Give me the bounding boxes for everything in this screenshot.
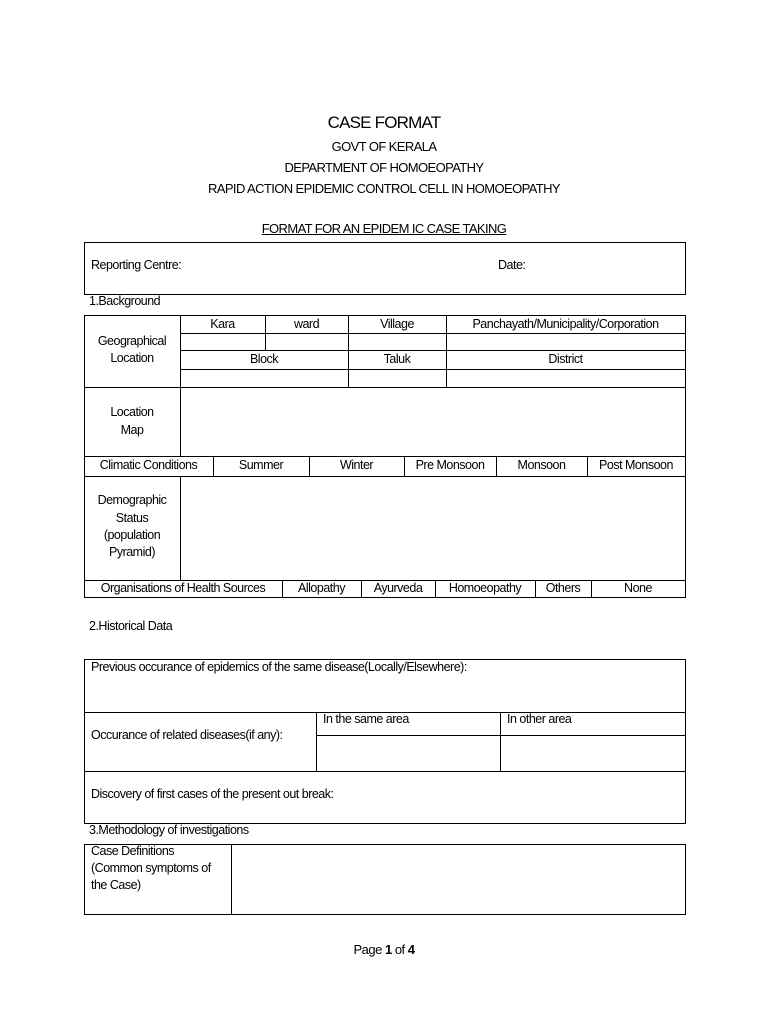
methodology-table [84,844,686,915]
date-label: Date: [498,258,526,272]
department-line: DEPARTMENT OF HOMOEOPATHY [284,160,484,175]
health-ayurveda: Ayurveda [373,581,423,595]
same-area-label: In the same area [323,712,409,726]
health-homoeopathy: Homoeopathy [448,581,522,595]
previous-occurance-label: Previous occurance of epidemics of the same disease(Locally/Elsewhere): [91,660,467,674]
cell-line: RAPID ACTION EPIDEMIC CONTROL CELL IN HOMOEOPATHY [208,181,560,196]
population-label: (population [103,528,161,542]
climate-pre-monsoon: Pre Monsoon [415,458,485,472]
climate-winter: Winter [339,458,374,472]
pyramid-label: Pyramid) [108,545,155,559]
health-others: Others [545,581,581,595]
col-village: Village [380,317,414,331]
format-title: FORMAT FOR AN EPIDEM IC CASE TAKING [261,221,507,236]
historical-heading: 2.Historical Data [89,619,173,633]
reporting-centre-label: Reporting Centre: [91,258,182,272]
climate-post-monsoon: Post Monsoon [599,458,673,472]
col-taluk: Taluk [383,352,411,366]
related-diseases-label: Occurance of related diseases(if any): [91,728,283,742]
demographic-label: Demographic [97,493,167,507]
climatic-label: Climatic Conditions [99,458,198,472]
page-number [0,942,768,957]
page-current: 1 [384,942,392,957]
govt-line: GOVT OF KERALA [331,139,437,154]
the-case-label: the Case) [91,878,141,892]
climate-summer: Summer [238,458,284,472]
map-label: Map [120,423,144,437]
page-title: CASE FORMAT [327,113,441,132]
col-kara: Kara [210,317,235,331]
health-none: None [624,581,652,595]
discovery-label: Discovery of first cases of the present out break: [91,787,334,801]
climate-monsoon: Monsoon [517,458,566,472]
col-district: District [548,352,583,366]
status-label: Status [115,511,149,525]
background-heading: 1.Background [89,294,161,308]
common-symptoms-label: (Common symptoms of [91,861,211,875]
page-of: of [391,942,408,957]
case-definitions-label: Case Definitions [91,844,175,858]
location-map-label: Location [110,405,154,419]
other-area-label: In other area [507,712,572,726]
health-sources-label: Organisations of Health Sources [100,581,266,595]
page-prefix: Page [353,942,385,957]
page-total: 4 [407,942,415,957]
methodology-heading: 3.Methodology of investigations [89,823,249,837]
geographical-label: Geographical [97,334,167,348]
col-panchayath: Panchayath/Municipality/Corporation [472,317,659,331]
col-block: Block [249,352,279,366]
health-allopathy: Allopathy [298,581,345,595]
location-label: Location [110,351,154,365]
col-ward: ward [293,317,320,331]
